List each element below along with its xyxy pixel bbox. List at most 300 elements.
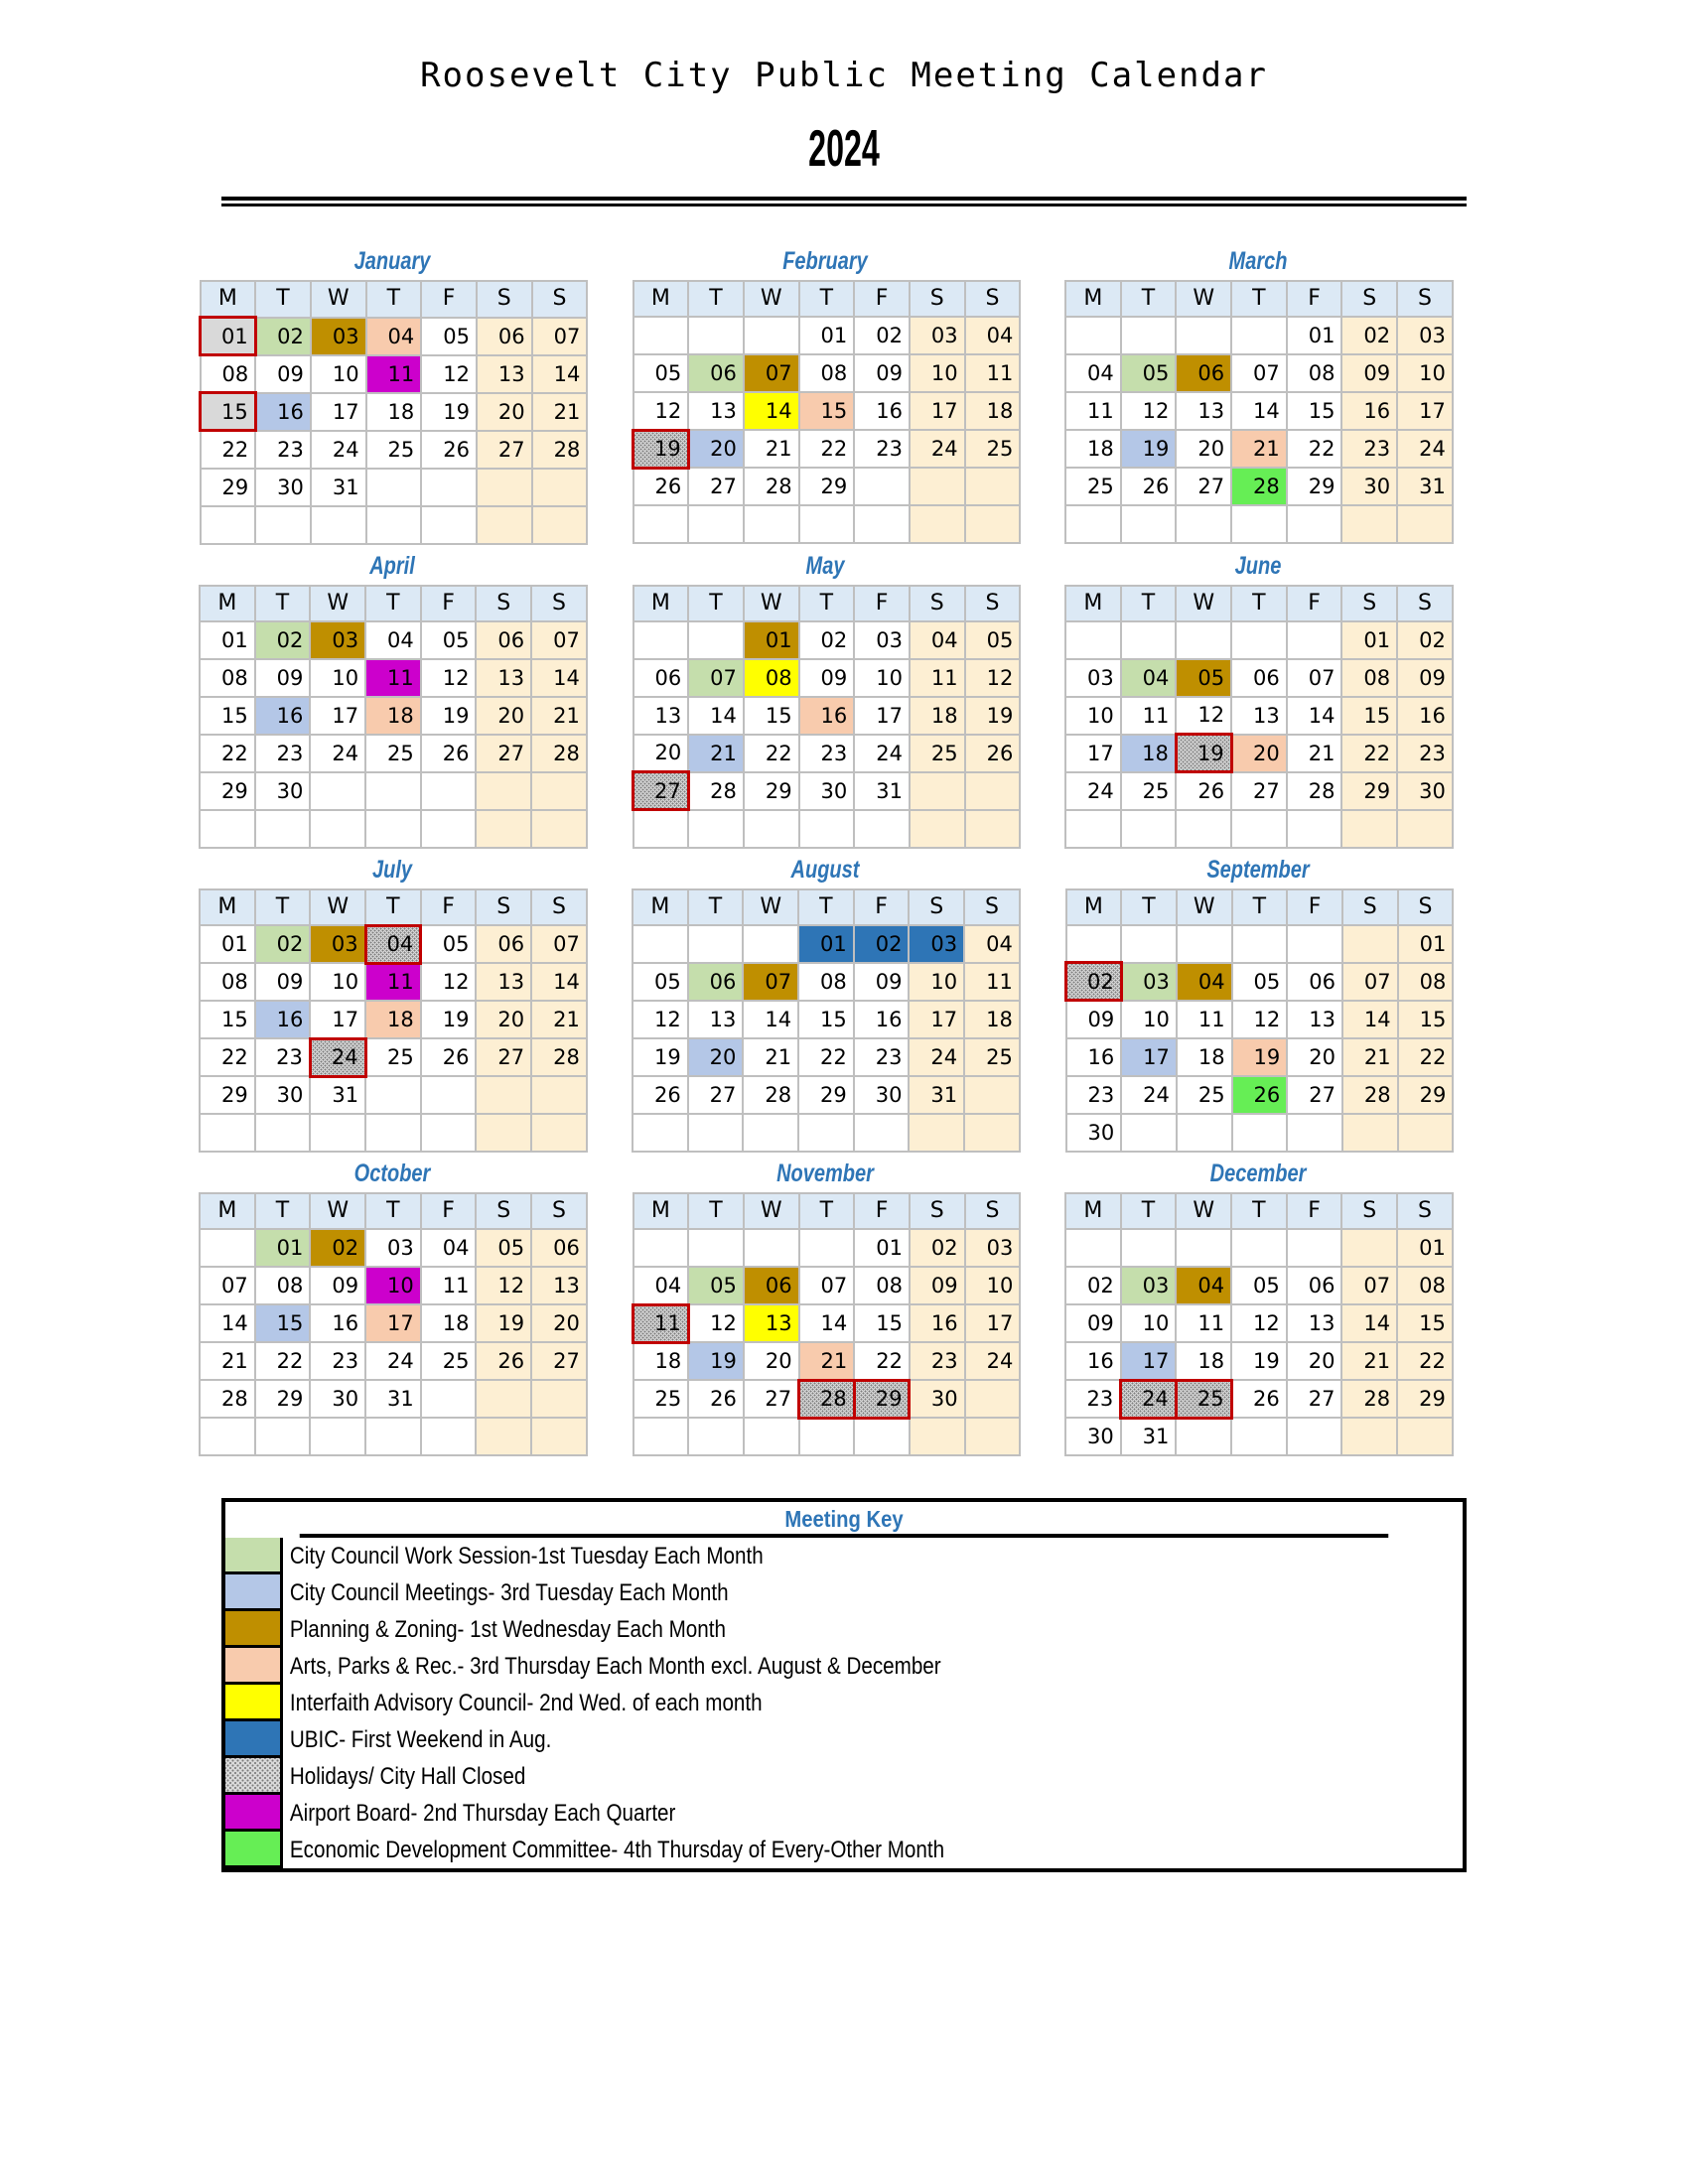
day-cell[interactable]: 02: [799, 621, 855, 659]
day-cell[interactable]: 24: [965, 1342, 1021, 1380]
day-cell[interactable]: 27: [476, 1038, 531, 1076]
day-cell[interactable]: 15: [1341, 697, 1397, 735]
day-cell[interactable]: 24: [311, 431, 366, 469]
day-cell[interactable]: 20: [1231, 735, 1287, 772]
day-cell[interactable]: 01: [744, 621, 799, 659]
day-cell[interactable]: 23: [854, 430, 910, 468]
day-cell[interactable]: 29: [255, 1380, 311, 1418]
day-cell[interactable]: 12: [421, 659, 477, 697]
day-cell[interactable]: 25: [1177, 1076, 1232, 1114]
day-cell[interactable]: 30: [910, 1380, 965, 1418]
day-cell[interactable]: 19: [688, 1342, 744, 1380]
day-cell[interactable]: 03: [1065, 659, 1121, 697]
day-cell[interactable]: 23: [1341, 430, 1397, 468]
day-cell[interactable]: 05: [633, 354, 689, 392]
day-cell[interactable]: 04: [421, 1229, 477, 1267]
day-cell[interactable]: 24: [910, 430, 965, 468]
day-cell[interactable]: 06: [476, 925, 531, 963]
day-cell[interactable]: 19: [1121, 430, 1177, 468]
day-cell[interactable]: 21: [688, 735, 744, 772]
day-cell[interactable]: 28: [744, 468, 799, 505]
day-cell[interactable]: 03: [965, 1229, 1021, 1267]
day-cell[interactable]: 05: [1176, 659, 1231, 697]
day-cell[interactable]: 30: [310, 1380, 365, 1418]
day-cell[interactable]: 04: [1177, 963, 1232, 1001]
day-cell[interactable]: 29: [1341, 772, 1397, 810]
day-cell[interactable]: 23: [910, 1342, 965, 1380]
day-cell[interactable]: 04: [365, 621, 421, 659]
day-cell[interactable]: 04: [964, 925, 1020, 963]
day-cell[interactable]: 26: [1176, 772, 1231, 810]
day-cell[interactable]: 23: [1065, 1380, 1121, 1418]
day-cell[interactable]: 31: [1397, 468, 1453, 505]
day-cell[interactable]: 03: [310, 925, 365, 963]
day-cell[interactable]: 16: [910, 1304, 965, 1342]
day-cell[interactable]: 12: [1176, 697, 1231, 735]
day-cell[interactable]: 06: [1287, 1267, 1342, 1304]
day-cell[interactable]: 30: [1065, 1418, 1121, 1455]
day-cell[interactable]: 04: [365, 925, 421, 963]
day-cell[interactable]: 23: [255, 735, 311, 772]
day-cell[interactable]: 26: [688, 1380, 744, 1418]
day-cell[interactable]: 09: [854, 963, 910, 1001]
day-cell[interactable]: 04: [1121, 659, 1177, 697]
day-cell[interactable]: 12: [688, 1304, 744, 1342]
day-cell[interactable]: 21: [1287, 735, 1342, 772]
day-cell[interactable]: 28: [200, 1380, 255, 1418]
day-cell[interactable]: 21: [200, 1342, 255, 1380]
day-cell[interactable]: 27: [688, 468, 744, 505]
day-cell[interactable]: 13: [476, 963, 531, 1001]
day-cell[interactable]: 23: [1397, 735, 1453, 772]
day-cell[interactable]: 10: [365, 1267, 421, 1304]
day-cell[interactable]: 23: [255, 1038, 311, 1076]
day-cell[interactable]: 15: [798, 1001, 854, 1038]
day-cell[interactable]: 20: [688, 1038, 744, 1076]
day-cell[interactable]: 06: [688, 354, 744, 392]
day-cell[interactable]: 21: [1342, 1038, 1398, 1076]
day-cell[interactable]: 07: [1342, 963, 1398, 1001]
day-cell[interactable]: 27: [633, 772, 689, 810]
day-cell[interactable]: 18: [421, 1304, 477, 1342]
day-cell[interactable]: 07: [531, 621, 587, 659]
day-cell[interactable]: 18: [1121, 735, 1177, 772]
day-cell[interactable]: 03: [910, 317, 965, 354]
day-cell[interactable]: 27: [531, 1342, 587, 1380]
day-cell[interactable]: 02: [854, 317, 910, 354]
day-cell[interactable]: 20: [1176, 430, 1231, 468]
day-cell[interactable]: 01: [255, 1229, 311, 1267]
day-cell[interactable]: 01: [1341, 621, 1397, 659]
day-cell[interactable]: 27: [1176, 468, 1231, 505]
day-cell[interactable]: 28: [743, 1076, 798, 1114]
day-cell[interactable]: 14: [1342, 1001, 1398, 1038]
day-cell[interactable]: 21: [531, 1001, 587, 1038]
day-cell[interactable]: 07: [200, 1267, 255, 1304]
day-cell[interactable]: 22: [798, 1038, 854, 1076]
day-cell[interactable]: 17: [365, 1304, 421, 1342]
day-cell[interactable]: 05: [1231, 1267, 1287, 1304]
day-cell[interactable]: 22: [1398, 1038, 1454, 1076]
day-cell[interactable]: 29: [799, 468, 855, 505]
day-cell[interactable]: 03: [365, 1229, 421, 1267]
day-cell[interactable]: 17: [1397, 392, 1453, 430]
day-cell[interactable]: 29: [1397, 1380, 1453, 1418]
day-cell[interactable]: 07: [1231, 354, 1287, 392]
day-cell[interactable]: 29: [744, 772, 799, 810]
day-cell[interactable]: 13: [633, 697, 689, 735]
day-cell[interactable]: 07: [1287, 659, 1342, 697]
day-cell[interactable]: 05: [1121, 354, 1177, 392]
day-cell[interactable]: 14: [1287, 697, 1342, 735]
day-cell[interactable]: 26: [1121, 468, 1177, 505]
day-cell[interactable]: 10: [910, 354, 965, 392]
day-cell[interactable]: 31: [310, 1076, 365, 1114]
day-cell[interactable]: 14: [200, 1304, 255, 1342]
day-cell[interactable]: 02: [310, 1229, 365, 1267]
day-cell[interactable]: 24: [1397, 430, 1453, 468]
day-cell[interactable]: 12: [1231, 1304, 1287, 1342]
day-cell[interactable]: 11: [365, 963, 421, 1001]
day-cell[interactable]: 04: [1065, 354, 1121, 392]
day-cell[interactable]: 01: [1397, 1229, 1453, 1267]
day-cell[interactable]: 17: [310, 697, 365, 735]
day-cell[interactable]: 21: [743, 1038, 798, 1076]
day-cell[interactable]: 24: [1121, 1076, 1177, 1114]
day-cell[interactable]: 25: [365, 735, 421, 772]
day-cell[interactable]: 01: [799, 317, 855, 354]
day-cell[interactable]: 25: [1176, 1380, 1231, 1418]
day-cell[interactable]: 09: [1397, 659, 1453, 697]
day-cell[interactable]: 11: [633, 1304, 689, 1342]
day-cell[interactable]: 14: [1231, 392, 1287, 430]
day-cell[interactable]: 13: [477, 355, 532, 393]
day-cell[interactable]: 08: [1287, 354, 1342, 392]
day-cell[interactable]: 13: [688, 392, 744, 430]
day-cell[interactable]: 18: [365, 697, 421, 735]
day-cell[interactable]: 24: [1121, 1380, 1177, 1418]
day-cell[interactable]: 13: [744, 1304, 799, 1342]
day-cell[interactable]: 06: [1176, 354, 1231, 392]
day-cell[interactable]: 05: [965, 621, 1021, 659]
day-cell[interactable]: 09: [255, 963, 311, 1001]
day-cell[interactable]: 02: [255, 621, 311, 659]
day-cell[interactable]: 15: [200, 697, 255, 735]
day-cell[interactable]: 22: [1341, 735, 1397, 772]
day-cell[interactable]: 11: [366, 355, 422, 393]
day-cell[interactable]: 11: [1177, 1001, 1232, 1038]
day-cell[interactable]: 14: [743, 1001, 798, 1038]
day-cell[interactable]: 22: [255, 1342, 311, 1380]
day-cell[interactable]: 04: [633, 1267, 689, 1304]
day-cell[interactable]: 23: [310, 1342, 365, 1380]
day-cell[interactable]: 14: [531, 659, 587, 697]
day-cell[interactable]: 20: [633, 735, 689, 772]
day-cell[interactable]: 21: [1341, 1342, 1397, 1380]
day-cell[interactable]: 10: [1397, 354, 1453, 392]
day-cell[interactable]: 30: [854, 1076, 910, 1114]
day-cell[interactable]: 19: [965, 697, 1021, 735]
day-cell[interactable]: 12: [421, 355, 477, 393]
day-cell[interactable]: 03: [310, 621, 365, 659]
day-cell[interactable]: 10: [909, 963, 964, 1001]
day-cell[interactable]: 03: [311, 318, 366, 355]
day-cell[interactable]: 28: [532, 431, 588, 469]
day-cell[interactable]: 22: [201, 431, 256, 469]
day-cell[interactable]: 20: [476, 697, 531, 735]
day-cell[interactable]: 21: [532, 393, 588, 431]
day-cell[interactable]: 10: [854, 659, 910, 697]
day-cell[interactable]: 02: [1341, 317, 1397, 354]
day-cell[interactable]: 20: [477, 393, 532, 431]
day-cell[interactable]: 22: [744, 735, 799, 772]
day-cell[interactable]: 01: [1287, 317, 1342, 354]
day-cell[interactable]: 25: [365, 1038, 421, 1076]
day-cell[interactable]: 09: [1065, 1304, 1121, 1342]
day-cell[interactable]: 13: [688, 1001, 744, 1038]
day-cell[interactable]: 04: [1176, 1267, 1231, 1304]
day-cell[interactable]: 08: [798, 963, 854, 1001]
day-cell[interactable]: 13: [1287, 1001, 1342, 1038]
day-cell[interactable]: 31: [1121, 1418, 1177, 1455]
day-cell[interactable]: 07: [688, 659, 744, 697]
day-cell[interactable]: 25: [366, 431, 422, 469]
day-cell[interactable]: 30: [255, 469, 311, 506]
day-cell[interactable]: 18: [365, 1001, 421, 1038]
day-cell[interactable]: 05: [421, 621, 477, 659]
day-cell[interactable]: 13: [476, 659, 531, 697]
day-cell[interactable]: 15: [854, 1304, 910, 1342]
day-cell[interactable]: 19: [421, 697, 477, 735]
day-cell[interactable]: 16: [1065, 1342, 1121, 1380]
day-cell[interactable]: 06: [531, 1229, 587, 1267]
day-cell[interactable]: 14: [799, 1304, 855, 1342]
day-cell[interactable]: 28: [688, 772, 744, 810]
day-cell[interactable]: 02: [1065, 1267, 1121, 1304]
day-cell[interactable]: 29: [798, 1076, 854, 1114]
day-cell[interactable]: 09: [310, 1267, 365, 1304]
day-cell[interactable]: 03: [1121, 963, 1177, 1001]
day-cell[interactable]: 28: [799, 1380, 855, 1418]
day-cell[interactable]: 17: [310, 1001, 365, 1038]
day-cell[interactable]: 25: [633, 1380, 689, 1418]
day-cell[interactable]: 28: [1342, 1076, 1398, 1114]
day-cell[interactable]: 27: [1231, 772, 1287, 810]
day-cell[interactable]: 23: [1066, 1076, 1122, 1114]
day-cell[interactable]: 06: [1231, 659, 1287, 697]
day-cell[interactable]: 30: [1397, 772, 1453, 810]
day-cell[interactable]: 27: [1287, 1076, 1342, 1114]
day-cell[interactable]: 10: [310, 659, 365, 697]
day-cell[interactable]: 26: [965, 735, 1021, 772]
day-cell[interactable]: 16: [854, 392, 910, 430]
day-cell[interactable]: 25: [1065, 468, 1121, 505]
day-cell[interactable]: 15: [744, 697, 799, 735]
day-cell[interactable]: 29: [854, 1380, 910, 1418]
day-cell[interactable]: 03: [1121, 1267, 1177, 1304]
day-cell[interactable]: 18: [910, 697, 965, 735]
day-cell[interactable]: 15: [255, 1304, 311, 1342]
day-cell[interactable]: 02: [854, 925, 910, 963]
day-cell[interactable]: 12: [1121, 392, 1177, 430]
day-cell[interactable]: 21: [1231, 430, 1287, 468]
day-cell[interactable]: 11: [910, 659, 965, 697]
day-cell[interactable]: 11: [365, 659, 421, 697]
day-cell[interactable]: 24: [854, 735, 910, 772]
day-cell[interactable]: 24: [310, 735, 365, 772]
day-cell[interactable]: 13: [1176, 392, 1231, 430]
day-cell[interactable]: 01: [200, 925, 255, 963]
day-cell[interactable]: 27: [688, 1076, 744, 1114]
day-cell[interactable]: 19: [476, 1304, 531, 1342]
day-cell[interactable]: 09: [1341, 354, 1397, 392]
day-cell[interactable]: 28: [531, 1038, 587, 1076]
day-cell[interactable]: 02: [1066, 963, 1122, 1001]
day-cell[interactable]: 09: [255, 659, 311, 697]
day-cell[interactable]: 07: [532, 318, 588, 355]
day-cell[interactable]: 06: [477, 318, 532, 355]
day-cell[interactable]: 19: [1231, 1342, 1287, 1380]
day-cell[interactable]: 14: [1341, 1304, 1397, 1342]
day-cell[interactable]: 30: [1341, 468, 1397, 505]
day-cell[interactable]: 08: [200, 963, 255, 1001]
day-cell[interactable]: 18: [1177, 1038, 1232, 1076]
day-cell[interactable]: 31: [854, 772, 910, 810]
day-cell[interactable]: 24: [310, 1038, 365, 1076]
day-cell[interactable]: 21: [799, 1342, 855, 1380]
day-cell[interactable]: 02: [255, 925, 311, 963]
day-cell[interactable]: 27: [744, 1380, 799, 1418]
day-cell[interactable]: 20: [531, 1304, 587, 1342]
day-cell[interactable]: 19: [633, 1038, 688, 1076]
day-cell[interactable]: 16: [1066, 1038, 1122, 1076]
day-cell[interactable]: 03: [854, 621, 910, 659]
day-cell[interactable]: 27: [477, 431, 532, 469]
day-cell[interactable]: 26: [1231, 1380, 1287, 1418]
day-cell[interactable]: 22: [200, 1038, 255, 1076]
day-cell[interactable]: 25: [910, 735, 965, 772]
day-cell[interactable]: 06: [476, 621, 531, 659]
day-cell[interactable]: 12: [633, 392, 689, 430]
day-cell[interactable]: 11: [1121, 697, 1177, 735]
day-cell[interactable]: 16: [1341, 392, 1397, 430]
day-cell[interactable]: 31: [365, 1380, 421, 1418]
day-cell[interactable]: 18: [1176, 1342, 1231, 1380]
day-cell[interactable]: 13: [1231, 697, 1287, 735]
day-cell[interactable]: 08: [1397, 1267, 1453, 1304]
day-cell[interactable]: 18: [965, 392, 1021, 430]
day-cell[interactable]: 28: [531, 735, 587, 772]
day-cell[interactable]: 06: [688, 963, 744, 1001]
day-cell[interactable]: 10: [310, 963, 365, 1001]
day-cell[interactable]: 18: [366, 393, 422, 431]
day-cell[interactable]: 01: [201, 318, 256, 355]
day-cell[interactable]: 30: [1066, 1114, 1122, 1152]
day-cell[interactable]: 19: [1232, 1038, 1288, 1076]
day-cell[interactable]: 26: [421, 431, 477, 469]
day-cell[interactable]: 05: [633, 963, 688, 1001]
day-cell[interactable]: 20: [476, 1001, 531, 1038]
day-cell[interactable]: 25: [1121, 772, 1177, 810]
day-cell[interactable]: 04: [910, 621, 965, 659]
day-cell[interactable]: 07: [744, 354, 799, 392]
day-cell[interactable]: 20: [1287, 1342, 1342, 1380]
day-cell[interactable]: 02: [1397, 621, 1453, 659]
day-cell[interactable]: 10: [1121, 1001, 1177, 1038]
day-cell[interactable]: 16: [1397, 697, 1453, 735]
day-cell[interactable]: 16: [255, 1001, 311, 1038]
day-cell[interactable]: 24: [365, 1342, 421, 1380]
day-cell[interactable]: 17: [854, 697, 910, 735]
day-cell[interactable]: 21: [531, 697, 587, 735]
day-cell[interactable]: 28: [1231, 468, 1287, 505]
day-cell[interactable]: 06: [1287, 963, 1342, 1001]
day-cell[interactable]: 22: [1287, 430, 1342, 468]
day-cell[interactable]: 12: [965, 659, 1021, 697]
day-cell[interactable]: 30: [799, 772, 855, 810]
day-cell[interactable]: 07: [1341, 1267, 1397, 1304]
day-cell[interactable]: 26: [633, 1076, 688, 1114]
day-cell[interactable]: 30: [255, 772, 311, 810]
day-cell[interactable]: 31: [311, 469, 366, 506]
day-cell[interactable]: 19: [1176, 735, 1231, 772]
day-cell[interactable]: 18: [633, 1342, 689, 1380]
day-cell[interactable]: 27: [1287, 1380, 1342, 1418]
day-cell[interactable]: 12: [476, 1267, 531, 1304]
day-cell[interactable]: 23: [799, 735, 855, 772]
day-cell[interactable]: 06: [744, 1267, 799, 1304]
day-cell[interactable]: 04: [965, 317, 1021, 354]
day-cell[interactable]: 17: [1065, 735, 1121, 772]
day-cell[interactable]: 16: [310, 1304, 365, 1342]
day-cell[interactable]: 09: [255, 355, 311, 393]
day-cell[interactable]: 14: [532, 355, 588, 393]
day-cell[interactable]: 19: [421, 393, 477, 431]
day-cell[interactable]: 01: [1398, 925, 1454, 963]
day-cell[interactable]: 26: [421, 735, 477, 772]
day-cell[interactable]: 05: [476, 1229, 531, 1267]
day-cell[interactable]: 02: [910, 1229, 965, 1267]
day-cell[interactable]: 22: [200, 735, 255, 772]
day-cell[interactable]: 08: [1341, 659, 1397, 697]
day-cell[interactable]: 09: [910, 1267, 965, 1304]
day-cell[interactable]: 05: [1232, 963, 1288, 1001]
day-cell[interactable]: 17: [910, 392, 965, 430]
day-cell[interactable]: 29: [1398, 1076, 1454, 1114]
day-cell[interactable]: 29: [200, 772, 255, 810]
day-cell[interactable]: 20: [688, 430, 744, 468]
day-cell[interactable]: 15: [201, 393, 256, 431]
day-cell[interactable]: 05: [421, 318, 477, 355]
day-cell[interactable]: 30: [255, 1076, 311, 1114]
day-cell[interactable]: 10: [1065, 697, 1121, 735]
day-cell[interactable]: 26: [633, 468, 689, 505]
day-cell[interactable]: 14: [688, 697, 744, 735]
day-cell[interactable]: 01: [854, 1229, 910, 1267]
day-cell[interactable]: 20: [744, 1342, 799, 1380]
day-cell[interactable]: 29: [200, 1076, 255, 1114]
day-cell[interactable]: 08: [255, 1267, 311, 1304]
day-cell[interactable]: 31: [909, 1076, 964, 1114]
day-cell[interactable]: 01: [798, 925, 854, 963]
day-cell[interactable]: 07: [799, 1267, 855, 1304]
day-cell[interactable]: 17: [1121, 1038, 1177, 1076]
day-cell[interactable]: 15: [1398, 1001, 1454, 1038]
day-cell[interactable]: 28: [1341, 1380, 1397, 1418]
day-cell[interactable]: 15: [799, 392, 855, 430]
day-cell[interactable]: 29: [1287, 468, 1342, 505]
day-cell[interactable]: 15: [200, 1001, 255, 1038]
